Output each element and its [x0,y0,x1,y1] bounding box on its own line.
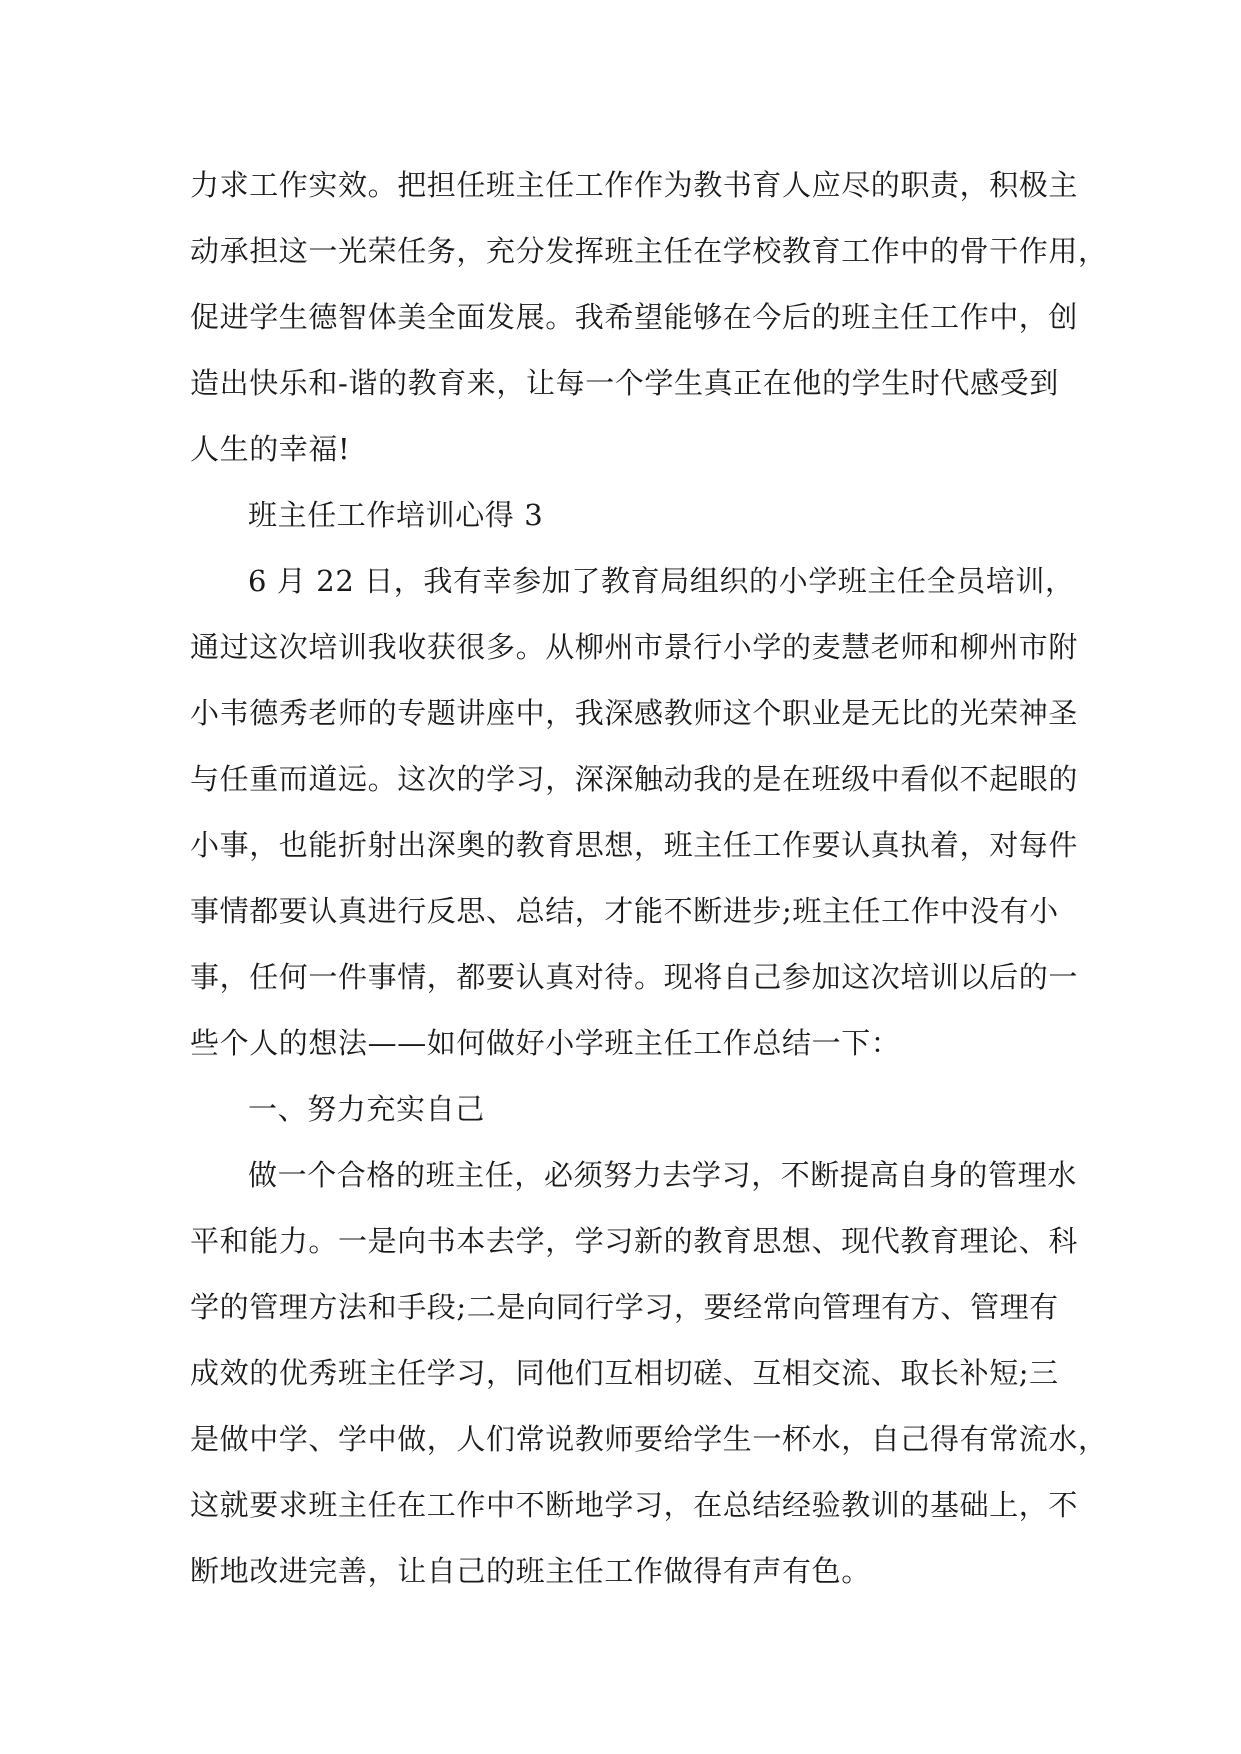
section-heading: 班主任工作培训心得 3 [248,498,544,532]
paragraph-line: 学的管理方法和手段;二是向同行学习，要经常向管理有方、管理有 [190,1290,1059,1324]
paragraph-line: 是做中学、学中做，人们常说教师要给学生一杯水，自己得有常流水， [190,1422,1108,1456]
paragraph-line: 力求工作实效。把担任班主任工作作为教书育人应尽的职责，积极主 [190,168,1079,202]
paragraph-line: 做一个合格的班主任，必须努力去学习，不断提高自身的管理水 [248,1158,1077,1192]
paragraph-line: 成效的优秀班主任学习，同他们互相切磋、互相交流、取长补短;三 [190,1356,1059,1390]
paragraph-line: 6 月 22 日，我有幸参加了教育局组织的小学班主任全员培训， [248,564,1075,598]
paragraph-line: 与任重而道远。这次的学习，深深触动我的是在班级中看似不起眼的 [190,762,1079,796]
paragraph-line: 通过这次培训我收获很多。从柳州市景行小学的麦慧老师和柳州市附 [190,630,1079,664]
paragraph-line: 些个人的想法——如何做好小学班主任工作总结一下： [190,1026,901,1060]
paragraph-line: 事情都要认真进行反思、总结，才能不断进步;班主任工作中没有小 [190,894,1059,928]
paragraph-line: 造出快乐和-谐的教育来，让每一个学生真正在他的学生时代感受到 [190,366,1059,400]
section-heading: 一、努力充实自己 [248,1092,485,1126]
paragraph-line: 平和能力。一是向书本去学，学习新的教育思想、现代教育理论、科 [190,1224,1079,1258]
paragraph-line: 动承担这一光荣任务，充分发挥班主任在学校教育工作中的骨干作用， [190,234,1108,268]
paragraph-line: 事，任何一件事情，都要认真对待。现将自己参加这次培训以后的一 [190,960,1079,994]
paragraph-line: 这就要求班主任在工作中不断地学习，在总结经验教训的基础上，不 [190,1488,1079,1522]
paragraph-line: 小韦德秀老师的专题讲座中，我深感教师这个职业是无比的光荣神圣 [190,696,1079,730]
paragraph-line: 小事，也能折射出深奥的教育思想，班主任工作要认真执着，对每件 [190,828,1079,862]
paragraph-line: 断地改进完善，让自己的班主任工作做得有声有色。 [190,1554,871,1588]
paragraph-line: 人生的幸福! [190,432,351,466]
paragraph-line: 促进学生德智体美全面发展。我希望能够在今后的班主任工作中，创 [190,300,1079,334]
